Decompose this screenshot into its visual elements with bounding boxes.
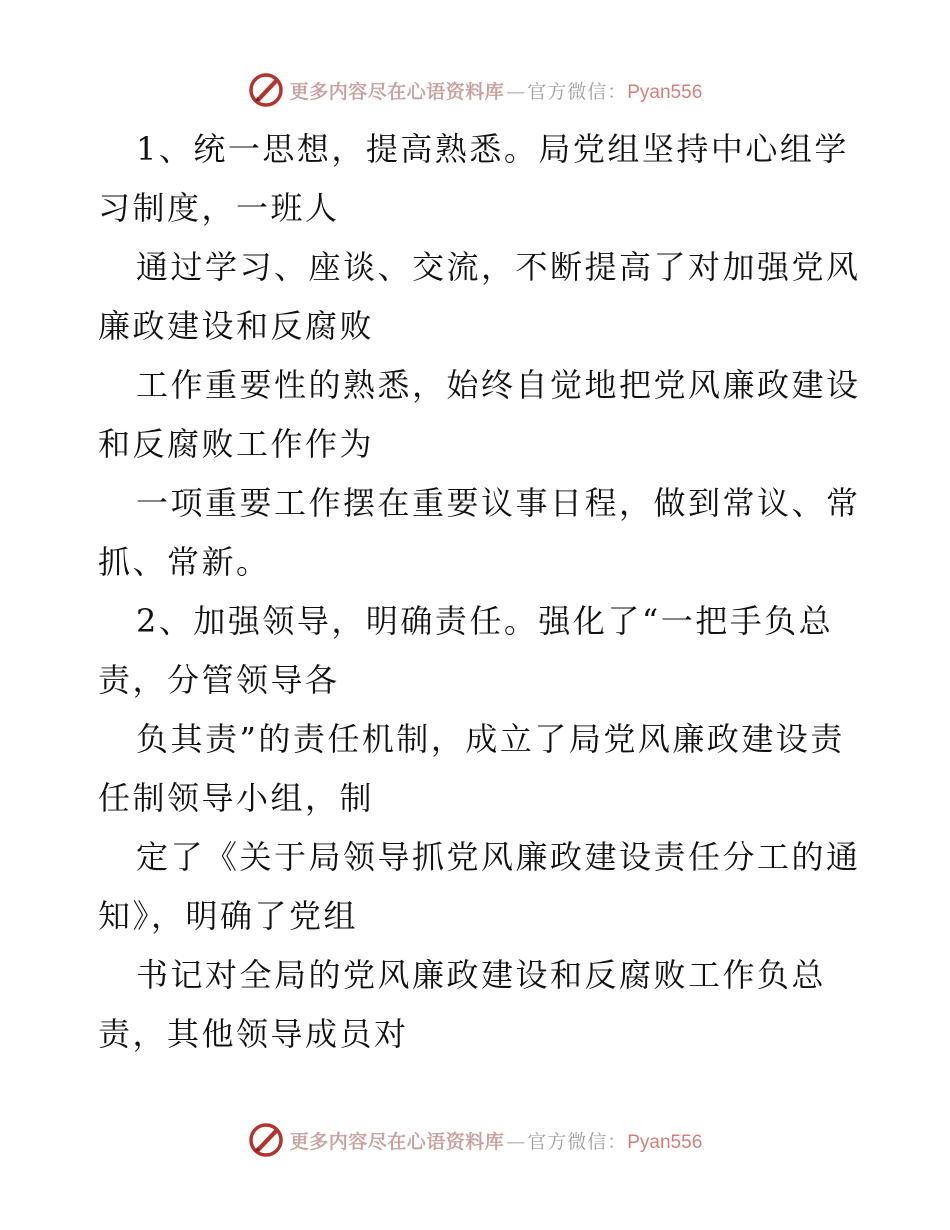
banner-wechat-label: 官方微信： <box>527 80 628 103</box>
text-line: 知》，明确了党组 <box>98 897 359 935</box>
quill-pen-logo-icon <box>248 1122 284 1158</box>
text-line: 一项重要工作摆在重要议事日程，做到常议、常 <box>136 484 861 522</box>
text-line: 抓、常新。 <box>98 543 271 581</box>
text-line: 任制领导小组，制 <box>98 779 375 817</box>
banner-slogan: 更多内容尽在心语资料库 <box>289 1130 505 1153</box>
text-line: 2、加强领导，明确责任。强化了“一把手负总 <box>136 602 834 640</box>
text-line: 1、统一思想，提高熟悉。局党组坚持中心组学 <box>136 130 849 168</box>
text-line: 廉政建设和反腐败 <box>98 307 375 345</box>
text-line: 责，分管领导各 <box>98 661 340 699</box>
text-line: 通过学习、座谈、交流，不断提高了对加强党风 <box>136 248 861 286</box>
banner-slogan: 更多内容尽在心语资料库 <box>289 80 505 103</box>
banner-dash: — <box>506 80 526 103</box>
text-line: 责，其他领导成员对 <box>98 1015 409 1053</box>
text-line: 和反腐败工作作为 <box>98 425 375 463</box>
text-line: 习制度，一班人 <box>98 189 340 227</box>
text-line: 工作重要性的熟悉，始终自觉地把党风廉政建设 <box>136 366 861 404</box>
text-line: 定了《关于局领导抓党风廉政建设责任分工的通 <box>136 838 861 876</box>
header-banner <box>0 70 950 110</box>
text-line: 负其责”的责任机制，成立了局党风廉政建设责 <box>136 720 845 758</box>
banner-wechat-id: Pyan556 <box>627 81 703 103</box>
text-line: 书记对全局的党风廉政建设和反腐败工作负总 <box>136 956 827 994</box>
banner-wechat-label: 官方微信： <box>527 1130 628 1153</box>
banner-wechat-id: Pyan556 <box>627 1131 703 1153</box>
banner-dash: — <box>506 1130 526 1153</box>
footer-banner <box>0 1120 950 1160</box>
quill-pen-logo-icon <box>248 72 284 108</box>
document-body <box>98 120 861 1064</box>
